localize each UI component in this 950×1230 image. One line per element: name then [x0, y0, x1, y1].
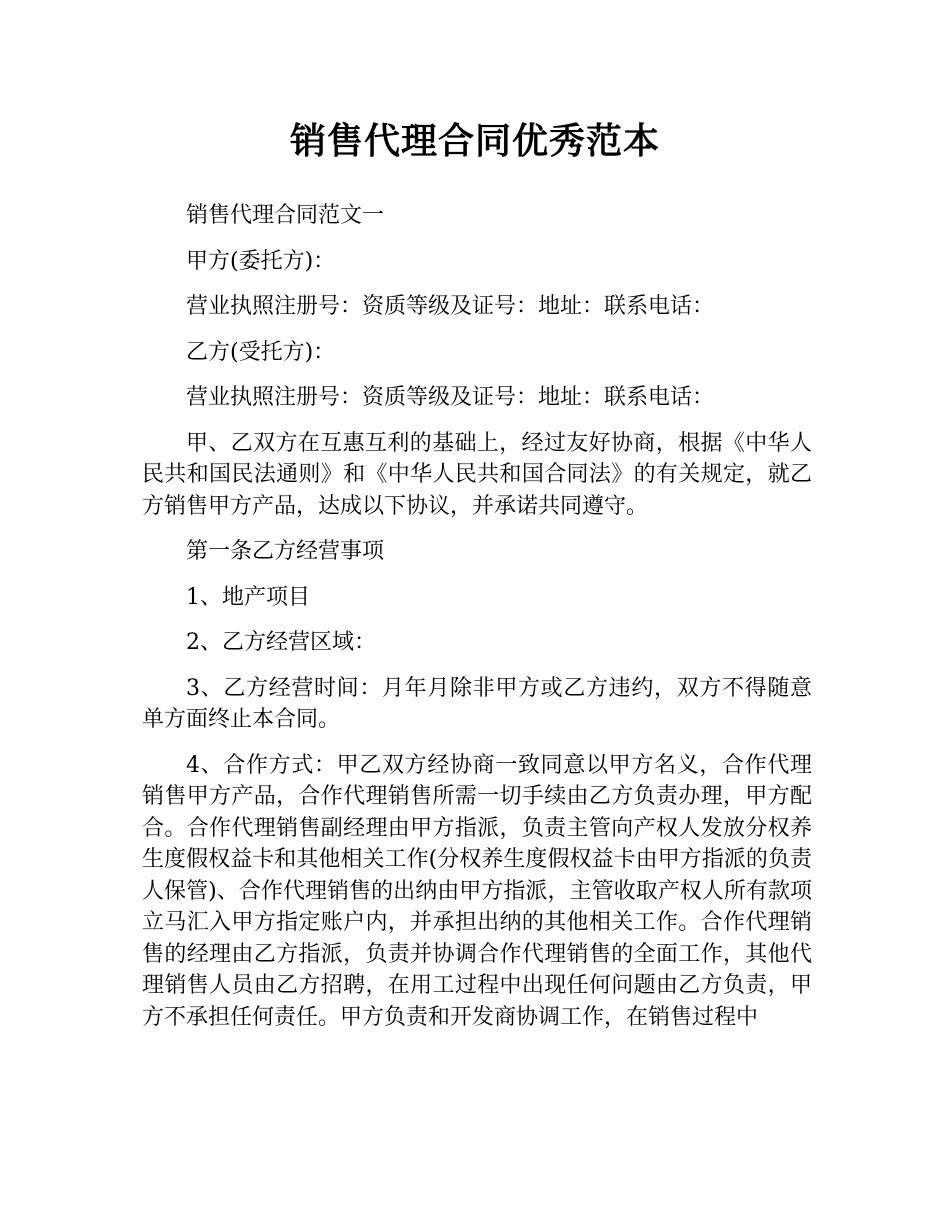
document-body [142, 200, 812, 1047]
paragraph-preamble: 甲、乙双方在互惠互利的基础上，经过友好协商，根据《中华人民共和国民法通则》和《中华人民共和国合同法》的有关规定，就乙方销售甲方产品，达成以下协议，并承诺共同遵守。 [142, 430, 812, 519]
paragraph-party-a: 甲方(委托方)： [186, 248, 336, 274]
paragraph-party-a-details: 营业执照注册号：资质等级及证号：地址：联系电话： [186, 294, 715, 319]
paragraph-item-2: 2、乙方经营区域： [186, 630, 376, 655]
paragraph-item-4: 4、合作方式：甲乙双方经协商一致同意以甲方名义，合作代理销售甲方产品，合作代理销售所需一切手续由乙方负责办理，甲方配合。合作代理销售副经理由甲方指派，负责主管向产权人发放分权养生度假权益卡和其他相关工作(分权养生度假权益卡由甲方指派的负责人保管)、合作代理销售的出纳由甲方指派，主管收取产权人所有款项立马汇入甲方指定账户内，并承担出纳的其他相关工作。合作代理销售的经理由乙方指派，负责并协调合作代理销售的全面工作，其他代理销售人员由乙方招聘，在用工过程中出现任何问题由乙方负责，甲方不承担任何责任。甲方负责和开发商协调工作，在销售过程中 [142, 752, 812, 1030]
paragraph-heading-sample-one: 销售代理合同范文一 [186, 203, 385, 228]
paragraph-item-3: 3、乙方经营时间：月年月除非甲方或乙方违约，双方不得随意单方面终止本合同。 [142, 675, 812, 732]
paragraph-article-one: 第一条乙方经营事项 [186, 539, 385, 564]
paragraph-party-b-details: 营业执照注册号：资质等级及证号：地址：联系电话： [186, 385, 715, 410]
paragraph-item-1: 1、地产项目 [186, 584, 310, 610]
document-title: 销售代理合同优秀范本 [289, 121, 660, 162]
paragraph-party-b: 乙方(受托方)： [186, 339, 336, 365]
